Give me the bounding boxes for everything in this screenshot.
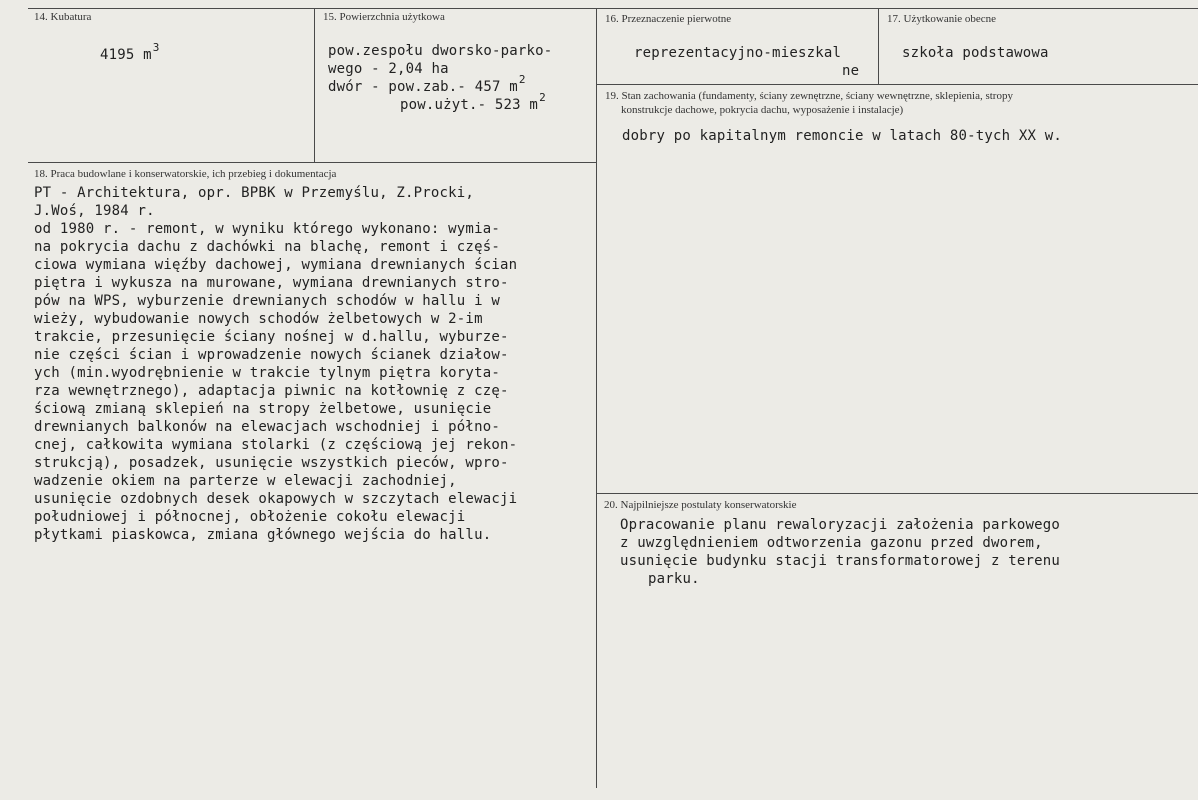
field-18-line: nie części ścian i wprowadzenie nowych ścianek działow- [34,347,509,363]
usable-area: pow.użyt.- 523 m [400,97,539,113]
field-15-line-1: pow.zespołu dworsko-parko- [328,43,553,59]
field-18-line: strukcją), posadzek, usunięcie wszystkich pieców, wpro- [34,455,509,471]
field-18-line: ych (min.wyodrębnienie w trakcie tylnym piętra koryta- [34,365,500,381]
built-area-exponent: 2 [518,73,526,86]
field-16-header: 16. Przeznaczenie pierwotne [605,13,732,25]
field-19-value: dobry po kapitalnym remoncie w latach 80-tych XX w. [622,128,1063,144]
field-18-line: ściową zmianą sklepień na stropy żelbetowe, usunięcie [34,401,492,417]
divider-h-15-18 [28,162,596,163]
divider-v-14-15 [314,8,315,163]
field-20-line: parku. [648,571,700,587]
field-17-header: 17. Użytkowanie obecne [887,13,997,25]
field-18-line: na pokrycia dachu z dachówki na blachę, remont i częś- [34,239,500,255]
field-20-line: z uwzględnieniem odtworzenia gazonu przed dworem, [620,535,1043,551]
top-border [28,8,1198,9]
field-15-line-3 [328,73,526,97]
divider-v-left-right [596,8,597,788]
field-20-line: usunięcie budynku stacji transformatorowej z terenu [620,553,1061,569]
field-16-line-2: ne [842,63,860,79]
field-18-line: ciowa wymiana więźby dachowej, wymiana drewnianych ścian [34,257,518,273]
cubature-unit-exponent: 3 [152,41,160,54]
field-15-line-2: wego - 2,04 ha [328,61,449,77]
field-18-line: trakcie, przesunięcie ściany nośnej w d.hallu, wyburze- [34,329,509,345]
field-20-text [620,516,1060,588]
field-18-line: wadzenie okiem na parterze w elewacji zachodniej, [34,473,457,489]
field-18-line: wieży, wybudowanie nowych schodów żelbetowych w 2-im [34,311,483,327]
field-18-line: J.Woś, 1984 r. [34,203,155,219]
field-18-text [34,184,517,544]
built-area: dwór - pow.zab.- 457 m [328,79,518,95]
field-15-header: 15. Powierzchnia użytkowa [323,11,445,23]
field-19-header-line-1: 19. Stan zachowania (fundamenty, ściany zewnętrzne, ściany wewnętrzne, sklepienia, stropy [605,90,1013,102]
field-18-line: południowej i północnej, obłożenie cokołu elewacji [34,509,466,525]
field-14-value [100,41,160,65]
field-16-line-1: reprezentacyjno-mieszkal [634,45,842,61]
divider-h-19-20 [596,493,1198,494]
field-18-line: piętra i wykusza na murowane, wymiana drewnianych stro- [34,275,509,291]
divider-v-16-17 [878,8,879,84]
field-18-line: od 1980 r. - remont, w wyniku którego wykonano: wymia- [34,221,500,237]
field-18-line: pów na WPS, wyburzenie drewnianych schodów w hallu i w [34,293,500,309]
field-18-header: 18. Praca budowlane i konserwatorskie, ich przebieg i dokumentacja [34,168,337,180]
usable-area-exponent: 2 [539,91,546,104]
field-18-line: rza wewnętrznego), adaptacja piwnic na kotłownię z czę- [34,383,509,399]
field-18-line: cnej, całkowita wymiana stolarki (z częściową jej rekon- [34,437,518,453]
field-18-line: drewnianych balkonów na elewacjach wschodniej i półno- [34,419,500,435]
field-19-header-line-2: konstrukcje dachowe, pokrycia dachu, wyposażenie i instalacje) [621,104,904,116]
field-18-line: płytkami piaskowca, zmiana głównego wejścia do hallu. [34,527,492,543]
field-17-value: szkoła podstawowa [902,45,1049,61]
cubature-value: 4195 m [100,47,152,63]
field-18-line: PT - Architektura, opr. BPBK w Przemyślu, Z.Procki, [34,185,475,201]
divider-h-16-19 [596,84,1198,85]
field-18-line: usunięcie ozdobnych desek okapowych w szczytach elewacji [34,491,518,507]
field-14-header: 14. Kubatura [34,11,92,23]
field-20-line: Opracowanie planu rewaloryzacji założenia parkowego [620,517,1061,533]
field-20-header: 20. Najpilniejsze postulaty konserwatorskie [604,499,797,511]
field-15-line-4 [400,91,546,115]
